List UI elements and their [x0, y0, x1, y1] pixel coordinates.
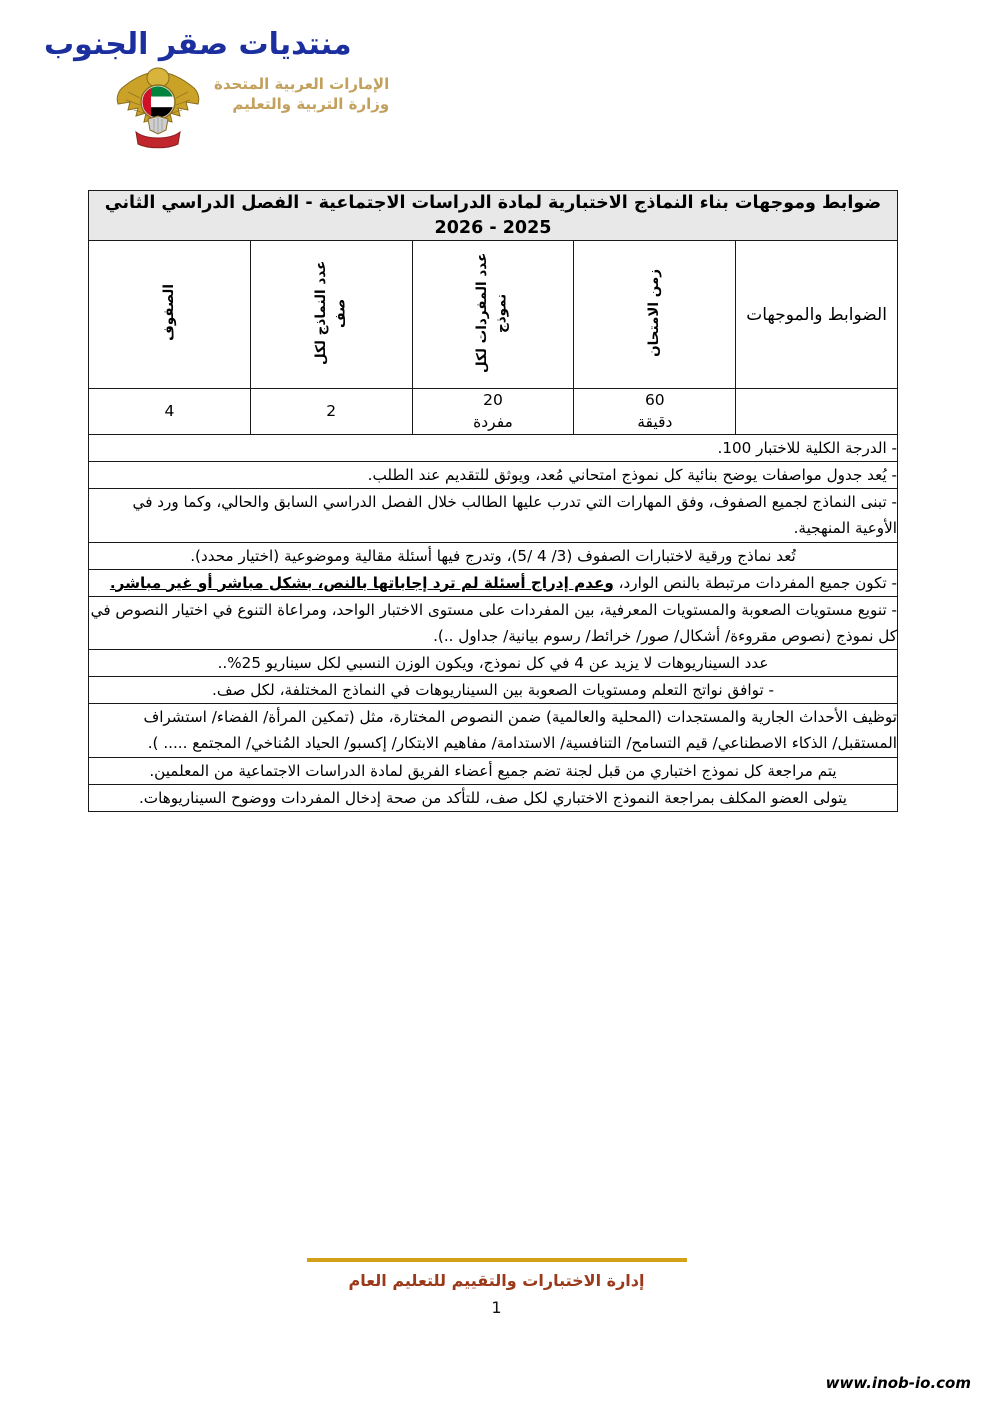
guideline-difficulty-variety: - تنويع مستويات الصعوبة والمستويات المعرفية، بين المفردات على مستوى الاختبار الواحد، ومراعاة التنوع في اختيار النصوص في كل نموذج (نصوص مقروءة/ أشكال/ صور/ خرائط/ رسوم بيانية/ جداول ..).: [89, 596, 898, 649]
table-row: [89, 489, 898, 542]
ministry-name-block: [214, 74, 389, 115]
guidelines-table: [88, 190, 898, 812]
table-row: [89, 434, 898, 461]
table-title-row: [89, 191, 898, 241]
value-exam-time: [574, 389, 736, 435]
table-values-row: [89, 389, 898, 435]
guideline-items-text-emphasis: وعدم إدراج أسئلة لم ترد إجاباتها بالنص، بشكل مباشر أو غير مباشر.: [109, 573, 614, 592]
forum-watermark-text: منتديات صقر الجنوب: [44, 27, 352, 62]
guideline-specs-table: - يُعد جدول مواصفات يوضح بنائية كل نموذج امتحاني مُعد، ويوثق للتقديم عند الطلب.: [89, 462, 898, 489]
table-row: [89, 569, 898, 596]
document-header: [0, 0, 993, 170]
column-header-models-per-grade: [250, 241, 412, 389]
table-row: [89, 462, 898, 489]
table-row: [89, 784, 898, 811]
value-grades: [89, 389, 251, 435]
site-watermark: www.inob-io.com: [825, 1374, 971, 1392]
column-header-items-per-model: [412, 241, 574, 389]
column-header-grades: [89, 241, 251, 389]
table-row: [89, 704, 898, 757]
document-footer: [0, 1258, 993, 1317]
uae-falcon-emblem-icon: [110, 62, 206, 150]
column-header-models-per-grade-label: عدد النماذج لكل صف: [312, 260, 349, 365]
guidelines-column-label: الضوابط والموجهات: [736, 241, 898, 389]
table-row: [89, 596, 898, 649]
guideline-items-text-linked: [89, 569, 898, 596]
column-header-grades-label: الصفوف: [160, 284, 177, 341]
guideline-current-events: توظيف الأحداث الجارية والمستجدات (المحلية والعالمية) ضمن النصوص المختارة، مثل (تمكين المرأة/ الفضاء/ استشراف المستقبل/ الذكاء الاصطناعي/ قيم التسامح/ التنافسية/ الاستدامة/ مفاهيم الابتكار/ إكسبو/ الحياد المُناخي/ المجتمع ..... ).: [89, 704, 898, 757]
value-items-per-model-unit: مفردة: [473, 413, 513, 432]
column-header-exam-time: [574, 241, 736, 389]
table-row: [89, 650, 898, 677]
guideline-items-text-plain: - تكون جميع المفردات مرتبطة بالنص الوارد،: [613, 573, 897, 592]
column-header-exam-time-label: زمن الامتحان: [646, 268, 663, 357]
ministry-department-line: وزارة التربية والتعليم: [232, 95, 390, 114]
table-row: [89, 677, 898, 704]
value-grades-number: 4: [164, 402, 175, 421]
guideline-member-review: يتولى العضو المكلف بمراجعة النموذج الاختباري لكل صف، للتأكد من صحة إدخال المفردات ووضوح السيناريوهات.: [89, 784, 898, 811]
guidelines-sheet: [88, 190, 898, 812]
guideline-paper-models: تُعد نماذج ورقية لاختبارات الصفوف (3/ 4 /5)، وتدرج فيها أسئلة مقالية وموضوعية (اختيار محدد).: [89, 542, 898, 569]
page-title: ضوابط وموجهات بناء النماذج الاختبارية لمادة الدراسات الاجتماعية - الفصل الدراسي الثاني 2025 - 2026: [89, 191, 898, 241]
guideline-learning-outcomes: - توافق نواتج التعلم ومستويات الصعوبة بين السيناريوهات في النماذج المختلفة، لكل صف.: [89, 677, 898, 704]
footer-divider: [307, 1258, 687, 1262]
value-models-per-grade: [250, 389, 412, 435]
guideline-scenario-count: عدد السيناريوهات لا يزيد عن 4 في كل نموذج، ويكون الوزن النسبي لكل سيناريو 25%..: [89, 650, 898, 677]
value-items-per-model-number: 20: [483, 391, 503, 409]
guidelines-column-label-spacer: [736, 389, 898, 435]
table-header-row: [89, 241, 898, 389]
page-number: 1: [491, 1298, 502, 1318]
ministry-branding: [110, 62, 390, 152]
footer-department-name: إدارة الاختبارات والتقييم للتعليم العام: [348, 1271, 645, 1290]
ministry-country-line: الإمارات العربية المتحدة: [214, 75, 390, 93]
value-items-per-model: [412, 389, 574, 435]
value-exam-time-number: 60: [644, 391, 665, 409]
value-exam-time-unit: دقيقة: [637, 413, 673, 432]
guideline-skills-basis: - تبنى النماذج لجميع الصفوف، وفق المهارات التي تدرب عليها الطالب خلال الفصل الدراسي السابق والحالي، وكما ورد في الأوعية المنهجية.: [89, 489, 898, 542]
column-header-items-per-model-label: عدد المفردات لكل نموذج: [474, 252, 510, 373]
table-row: [89, 542, 898, 569]
guidelines-table-body: [89, 191, 898, 812]
value-models-per-grade-number: 2: [326, 402, 337, 421]
table-row: [89, 757, 898, 784]
guideline-committee-review: يتم مراجعة كل نموذج اختباري من قبل لجنة تضم جميع أعضاء الفريق لمادة الدراسات الاجتماعية من المعلمين.: [89, 757, 898, 784]
guideline-total-score: - الدرجة الكلية للاختبار 100.: [89, 434, 898, 461]
